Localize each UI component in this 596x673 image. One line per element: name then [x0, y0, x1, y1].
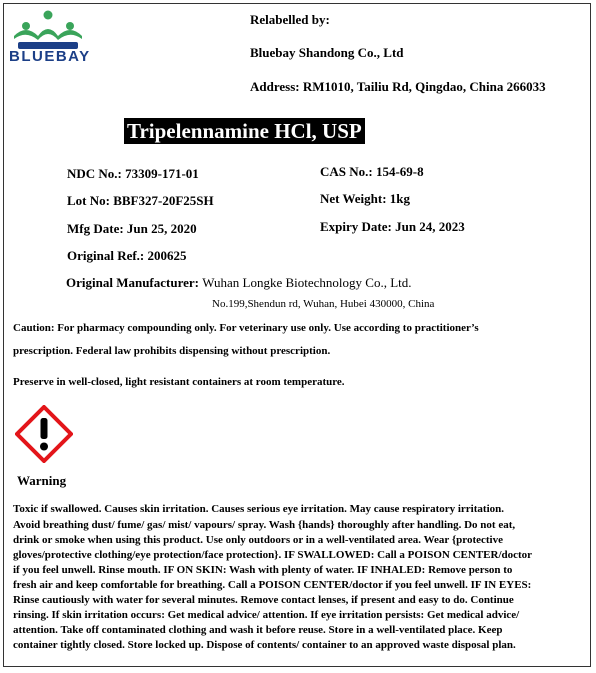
- original-manufacturer-label: Original Manufacturer:: [66, 275, 199, 290]
- original-ref: Original Ref.: 200625: [67, 248, 187, 263]
- exclamation-mark-pictogram-icon: [15, 405, 73, 463]
- logo-text: BLUEBAY: [9, 48, 91, 65]
- precaution-line: fresh air and keep comfortable for breathing. Call a POISON CENTER/doctor if you feel unwell. IF IN EYES:: [13, 579, 532, 591]
- net-weight: Net Weight: 1kg: [320, 191, 411, 206]
- original-manufacturer-name: Wuhan Longke Biotechnology Co., Ltd.: [202, 275, 412, 290]
- product-title: Tripelennamine HCl, USP: [124, 118, 365, 144]
- precautionary-statements: [13, 518, 579, 653]
- precaution-line: rinsing. If skin irritation occurs: Get medical advice/ attention. If eye irritation persists: Get medical advice/: [13, 609, 520, 621]
- relabeler-address: Address: RM1010, Tailiu Rd, Qingdao, China 266033: [250, 79, 546, 94]
- caution-line-2: prescription. Federal law prohibits dispensing without prescription.: [13, 345, 331, 357]
- precaution-line: Avoid breathing dust/ fume/ gas/ mist/ vapours/ spray. Wash {hands} thoroughly after handling. Do not eat,: [13, 519, 516, 531]
- cas-number: CAS No.: 154-69-8: [320, 164, 424, 179]
- precaution-line: if you feel unwell. Rinse mouth. IF ON SKIN: Wash with plenty of water. IF INHALED: Remove person to: [13, 564, 513, 576]
- caution-line-1: Caution: For pharmacy compounding only. For veterinary use only. Use according to practitioner’s: [13, 322, 479, 334]
- hazard-statement: Toxic if swallowed. Causes skin irritation. Causes serious eye irritation. May cause respiratory irritation.: [13, 503, 504, 515]
- lot-number: Lot No: BBF327-20F25SH: [67, 193, 214, 208]
- storage-instructions: Preserve in well-closed, light resistant containers at room temperature.: [13, 376, 345, 388]
- ndc-number: NDC No.: 73309-171-01: [67, 166, 199, 181]
- signal-word: Warning: [17, 473, 67, 488]
- original-manufacturer-address: No.199,Shendun rd, Wuhan, Hubei 430000, China: [212, 298, 435, 310]
- precaution-line: Rinse cautiously with water for several minutes. Remove contact lenses, if present and easy to do. Continue: [13, 594, 514, 606]
- original-manufacturer-line: [66, 275, 412, 291]
- precaution-line: container tightly closed. Store locked up. Dispose of contents/ container to an approved waste disposal plan.: [13, 639, 516, 651]
- relabelled-by-label: Relabelled by:: [250, 12, 330, 27]
- precaution-line: drink or smoke when using this product. Use only outdoors or in a well-ventilated area. Wear {protective: [13, 534, 503, 546]
- precaution-line: attention. Take off contaminated clothing and wash it before reuse. Store in a well-ventilated place. Keep: [13, 624, 503, 636]
- mfg-date: Mfg Date: Jun 25, 2020: [67, 221, 197, 236]
- precaution-line: gloves/protective clothing/eye protection/face protection}. IF SWALLOWED: Call a POISON CENTER/doctor: [13, 549, 533, 561]
- expiry-date: Expiry Date: Jun 24, 2023: [320, 219, 465, 234]
- relabeler-company: Bluebay Shandong Co., Ltd: [250, 45, 404, 60]
